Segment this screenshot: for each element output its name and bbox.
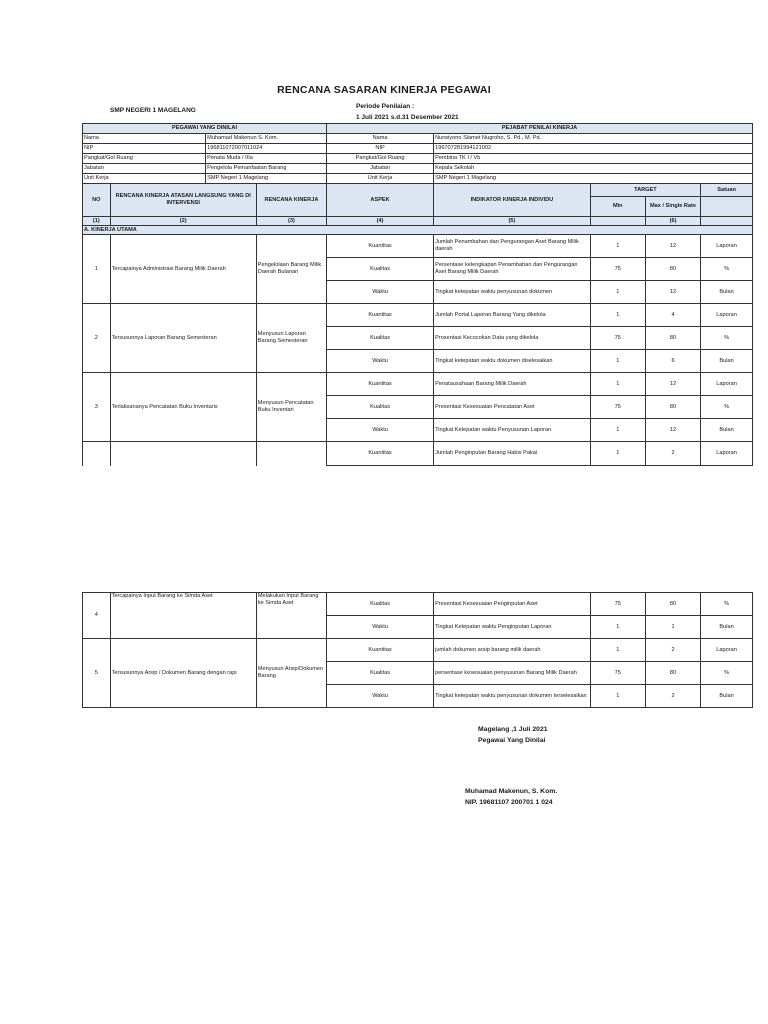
target-min: 75 (590, 662, 645, 685)
col-min: Min (590, 197, 645, 217)
col-num-6: (6) (645, 217, 700, 226)
indikator: Jumlah Penambahan dan Pengurangan Aset Barang Milik daerah (434, 235, 591, 258)
info-value: Penata Muda / IIIa (206, 154, 327, 164)
info-label: Nama (83, 134, 206, 144)
indikator: Prosentasi Kecocokan Data yang dikelola (434, 327, 591, 350)
aspek: Kuantitas (327, 235, 434, 258)
info-right-label: Unit Kerja (327, 174, 434, 184)
period (356, 101, 459, 123)
rencana-kinerja-continued (256, 442, 326, 466)
satuan: Bulan (701, 281, 753, 304)
info-right-label: Pangkat/Gol Ruang (327, 154, 434, 164)
col-num-3: (3) (256, 217, 326, 226)
info-right-label: Jabatan (327, 164, 434, 174)
skp-table-page2 (82, 592, 753, 708)
aspek: Kualitas (327, 662, 434, 685)
info-right-label: NIP (327, 144, 434, 154)
col-rencana-atasan: RENCANA KINERJA ATASAN LANGSUNG YANG DI INTERVENSI (110, 184, 256, 217)
col-satuan-sub (701, 197, 753, 217)
indikator: Presentasi Kesesuaian Pencatatan Aset (434, 396, 591, 419)
satuan: % (701, 662, 753, 685)
target-min: 75 (590, 593, 645, 616)
col-num-satuan (701, 217, 753, 226)
satuan: % (701, 396, 753, 419)
target-min: 1 (590, 350, 645, 373)
col-num-2: (2) (110, 217, 256, 226)
aspek: Waktu (327, 281, 434, 304)
target-max: 2 (645, 685, 700, 708)
aspek: Waktu (327, 616, 434, 639)
target-max: 6 (645, 350, 700, 373)
rencana-kinerja: Melakukan Input Barang ke Simda Aset (256, 593, 326, 639)
right-header: PEJABAT PENILAI KINERJA (327, 124, 753, 134)
info-right-label: Nama (327, 134, 434, 144)
indikator: Tingkat ketepatan waktu penyusunan dokumen terselesaikan (434, 685, 591, 708)
target-max: 4 (645, 304, 700, 327)
row-no: 2 (83, 304, 111, 373)
skp-table-page1 (82, 123, 753, 466)
row-no: 3 (83, 373, 111, 442)
aspek: Waktu (327, 685, 434, 708)
satuan: % (701, 327, 753, 350)
row-no-continued (83, 442, 111, 466)
signer-block (465, 786, 557, 808)
target-min: 1 (590, 304, 645, 327)
target-max: 2 (645, 442, 700, 466)
place-date: Magelang ,1 Juli 2021 (478, 726, 548, 733)
info-value: SMP Negeri 1 Magelang (206, 174, 327, 184)
col-max: Max / Single Rate (645, 197, 700, 217)
col-indikator: INDIKATOR KINERJA INDIVIDU (434, 184, 591, 217)
left-header: PEGAWAI YANG DINILAI (83, 124, 327, 134)
rencana-kinerja: Menyusun Pencatatan Buku Inventari (256, 373, 326, 442)
target-min: 75 (590, 327, 645, 350)
target-max: 2 (645, 639, 700, 662)
col-satuan: Satuan (701, 184, 753, 197)
info-value: Pengelola Pemanfaatan Barang (206, 164, 327, 174)
indikator: jumlah dokumen arsip barang milik daerah (434, 639, 591, 662)
col-num-1: (1) (83, 217, 111, 226)
signature-block (478, 724, 548, 746)
aspek: Kuantitas (327, 373, 434, 396)
indikator: Tingkat ketepatan waktu penyusunan dokumen (434, 281, 591, 304)
target-max: 12 (645, 281, 700, 304)
info-value: 196811072007011024 (206, 144, 327, 154)
aspek: Kuantitas (327, 639, 434, 662)
rencana-atasan: Tersusunnya Laporan Barang Semesteran (110, 304, 256, 373)
aspek: Kuantitas (327, 442, 434, 466)
indikator: Tingkat ketepatan waktu dokumen diselesaikan (434, 350, 591, 373)
indikator: Tingkat Ketepatan waktu Penyusunan Laporan (434, 419, 591, 442)
info-label: Pangkat/Gol Ruang (83, 154, 206, 164)
target-min: 1 (590, 419, 645, 442)
aspek: Kualitas (327, 327, 434, 350)
satuan: % (701, 258, 753, 281)
aspek: Kualitas (327, 396, 434, 419)
period-label: Periode Penilaian : (356, 103, 415, 110)
aspek: Kualitas (327, 258, 434, 281)
rencana-atasan: Tercapainya Administrasi Barang Milik Daerah (110, 235, 256, 304)
target-min: 75 (590, 258, 645, 281)
satuan: Laporan (701, 639, 753, 662)
info-label: NIP (83, 144, 206, 154)
info-label: Unit Kerja (83, 174, 206, 184)
satuan: Bulan (701, 616, 753, 639)
aspek: Kuantitas (327, 304, 434, 327)
document-title: RENCANA SASARAN KINERJA PEGAWAI (277, 84, 491, 96)
target-min: 75 (590, 396, 645, 419)
col-num-5: (5) (434, 217, 591, 226)
info-value: Muhamad Makenun S. Kom. (206, 134, 327, 144)
target-max: 80 (645, 593, 700, 616)
target-min: 1 (590, 639, 645, 662)
satuan: Bulan (701, 350, 753, 373)
signer-name: Muhamad Makenun, S. Kom. (465, 788, 558, 795)
section-title: A. KINERJA UTAMA (83, 226, 753, 235)
satuan: Bulan (701, 419, 753, 442)
satuan: Laporan (701, 235, 753, 258)
indikator: Persentase kelengkapan Penambahan dan Pengurangan Aset Barang Milik Daerah (434, 258, 591, 281)
indikator: Jumlah Penginputan Barang Habis Pakai (434, 442, 591, 466)
satuan: Laporan (701, 373, 753, 396)
col-rencana: RENCANA KINERJA (256, 184, 326, 217)
indikator: persentase kesesuaian penyusunan Barang Milik Daerah (434, 662, 591, 685)
row-no: 1 (83, 235, 111, 304)
target-max: 80 (645, 327, 700, 350)
satuan: % (701, 593, 753, 616)
target-min: 1 (590, 616, 645, 639)
col-target: TARGET (590, 184, 701, 197)
aspek: Waktu (327, 419, 434, 442)
satuan: Laporan (701, 442, 753, 466)
target-max: 12 (645, 419, 700, 442)
indikator: Presentasi Kesesuaian Penginputan Aset (434, 593, 591, 616)
info-right-value: Pembina TK I / Vb (434, 154, 753, 164)
row-no: 5 (83, 639, 111, 708)
indikator: Tingkat Ketepatan waktu Penginputan Laporan (434, 616, 591, 639)
indikator: Jumlah Portal Laporan Barang Yang dikelola (434, 304, 591, 327)
aspek: Waktu (327, 350, 434, 373)
info-right-value: Nurwiyono Slamet Nugroho, S. Pd., M. Pd. (434, 134, 753, 144)
rencana-atasan: Tercapainya Input Barang ke Simda Aset (110, 593, 256, 639)
col-no: NO (83, 184, 111, 217)
target-max: 80 (645, 396, 700, 419)
col-aspek: ASPEK (327, 184, 434, 217)
col-num-min (590, 217, 645, 226)
rencana-atasan-continued (110, 442, 256, 466)
target-min: 1 (590, 373, 645, 396)
info-right-value: SMP Negeri 1 Magelang (434, 174, 753, 184)
rencana-kinerja: Menyusun Arsip/Dokumen Barang (256, 639, 326, 708)
aspek: Kualitas (327, 593, 434, 616)
rencana-kinerja: Menyusun Laporan Barang Semesteran (256, 304, 326, 373)
target-max: 80 (645, 662, 700, 685)
target-max: 12 (645, 235, 700, 258)
target-max: 12 (645, 373, 700, 396)
target-max: 1 (645, 616, 700, 639)
info-right-value: Kepala Sekolah (434, 164, 753, 174)
info-label: Jabatan (83, 164, 206, 174)
target-max: 80 (645, 258, 700, 281)
target-min: 1 (590, 235, 645, 258)
satuan: Bulan (701, 685, 753, 708)
info-right-value: 196707281994121002 (434, 144, 753, 154)
col-num-4: (4) (327, 217, 434, 226)
rencana-atasan: Tersusunnya Arsip / Dokumen Barang dengan rapi (110, 639, 256, 708)
rencana-atasan: Terlaksananya Pencatatan Buku Inventaris (110, 373, 256, 442)
rencana-kinerja: Pengelolaan Barang Milik Daerah Bulanan (256, 235, 326, 304)
signer-nip: NIP. 19681107 200701 1 024 (465, 799, 553, 806)
satuan: Laporan (701, 304, 753, 327)
target-min: 1 (590, 685, 645, 708)
row-no: 4 (83, 593, 111, 639)
signer-role: Pegawai Yang Dinilai (478, 737, 546, 744)
period-value: 1 Juli 2021 s.d.31 Desember 2021 (356, 114, 459, 121)
target-min: 1 (590, 281, 645, 304)
target-min: 1 (590, 442, 645, 466)
indikator: Penatausahaan Barang Milik Daerah (434, 373, 591, 396)
school-name: SMP NEGERI 1 MAGELANG (110, 107, 196, 114)
